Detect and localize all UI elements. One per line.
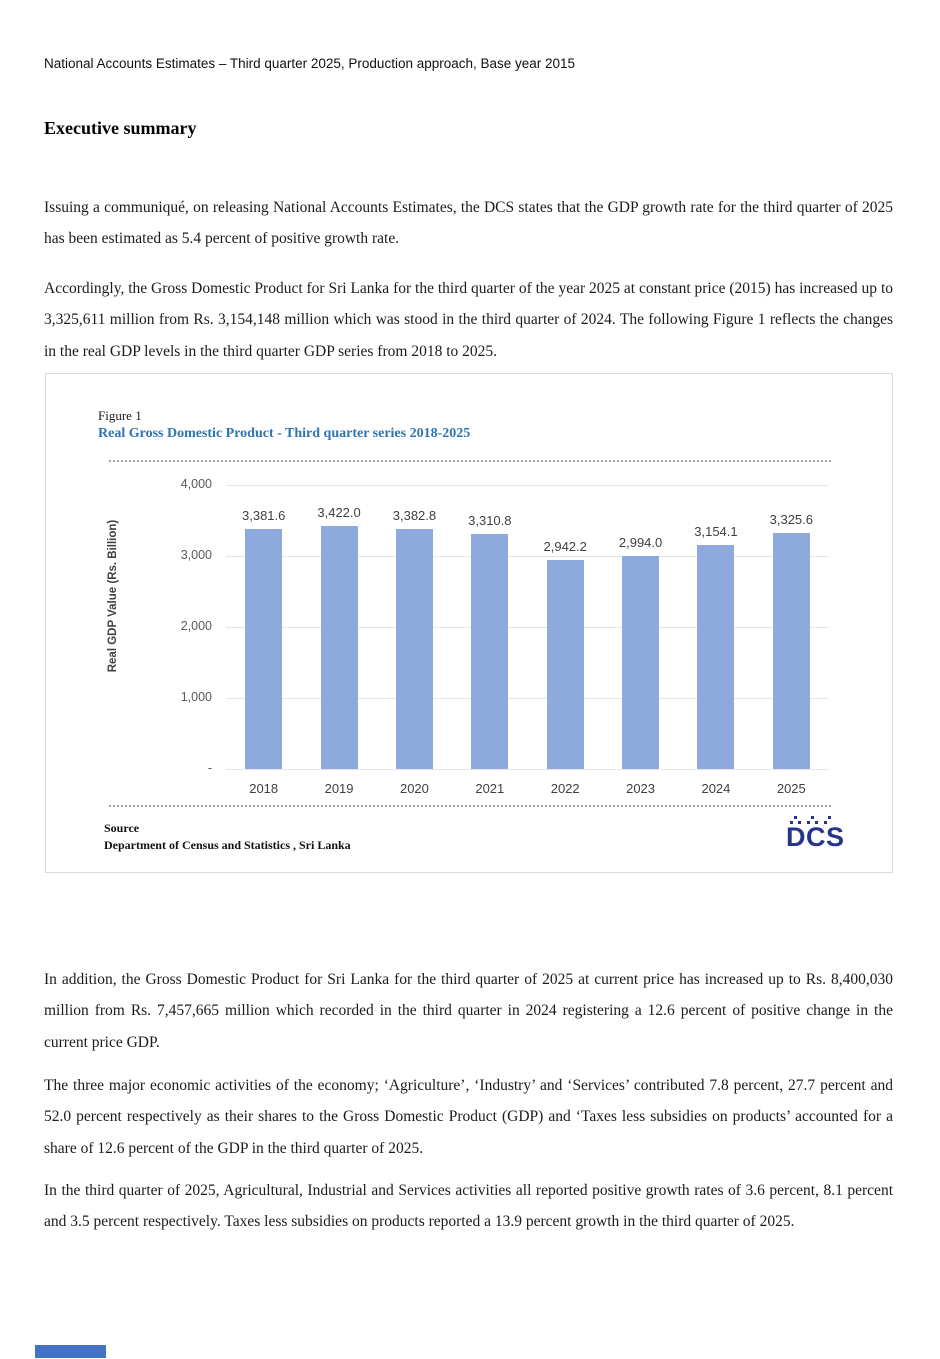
dcs-logo-text: DCS bbox=[786, 822, 845, 852]
paragraph-growth-rate: Issuing a communiqué, on releasing National Accounts Estimates, the DCS states that the GDP growth rate for the third quarter of 2025 has been estimated as 5.4 percent of positive growth rate. bbox=[44, 198, 893, 247]
x-tick-label: 2021 bbox=[475, 781, 505, 796]
dcs-logo-dots-icon bbox=[790, 814, 793, 817]
paragraph-sector-shares: The three major economic activities of the economy; ‘Agriculture’, ‘Industry’ and ‘Services’ contributed 7.8 percent, 27.7 percent and 52.0 percent respectively as their shares to the Gross Domestic Product (GDP) and ‘Taxes less subsidies on products’ accounted for a share of 12.6 percent of the GDP in the third quarter of 2025. bbox=[44, 1076, 893, 1157]
section-title: Executive summary bbox=[44, 118, 197, 138]
bar-2020 bbox=[396, 529, 433, 769]
source-text: Department of Census and Statistics , Sri Lanka bbox=[104, 838, 351, 852]
x-tick-label: 2023 bbox=[626, 781, 656, 796]
dotted-divider-bottom bbox=[109, 805, 831, 807]
x-tick-label: 2020 bbox=[399, 781, 429, 796]
gridline bbox=[226, 627, 829, 628]
gridline bbox=[226, 485, 829, 486]
bar-value-label: 2,942.2 bbox=[543, 539, 587, 555]
running-header: National Accounts Estimates – Third quarter 2025, Production approach, Base year 2015 bbox=[44, 56, 576, 71]
figure-1-panel bbox=[45, 373, 893, 873]
x-tick-label: 2022 bbox=[550, 781, 580, 796]
x-tick-label: 2019 bbox=[324, 781, 354, 796]
y-tick-label: - bbox=[207, 761, 212, 775]
x-tick-label: 2025 bbox=[776, 781, 806, 796]
gridline bbox=[226, 698, 829, 699]
x-tick-label: 2018 bbox=[249, 781, 279, 796]
bar-value-label: 3,382.8 bbox=[392, 507, 437, 523]
bar-value-label: 3,325.6 bbox=[769, 511, 813, 527]
bar-2019 bbox=[321, 526, 358, 769]
bar-2023 bbox=[622, 556, 659, 769]
footer-accent-bar bbox=[35, 1345, 106, 1358]
bar-value-label: 2,994.0 bbox=[618, 535, 663, 551]
y-tick-label: 2,000 bbox=[180, 619, 212, 633]
paragraph-current-price: In addition, the Gross Domestic Product for Sri Lanka for the third quarter of 2025 at current price has increased up to Rs. 8,400,030 million from Rs. 7,457,665 million which recorded in the third quarter in 2024 registering a 12.6 percent of positive change in the current price GDP. bbox=[44, 970, 893, 1051]
figure-label: Figure 1 bbox=[98, 408, 142, 423]
gridline bbox=[226, 769, 829, 770]
source-label: Source bbox=[104, 821, 140, 835]
bar-value-label: 3,154.1 bbox=[694, 524, 738, 540]
paragraph-sector-growth: In the third quarter of 2025, Agricultural, Industrial and Services activities all reported positive growth rates of 3.6 percent, 8.1 percent and 3.5 percent respectively. Taxes less subsidies on products reported a 13.9 percent growth in the third quarter of 2025. bbox=[44, 1181, 893, 1230]
x-tick-label: 2024 bbox=[701, 781, 731, 796]
bar-value-label: 3,310.8 bbox=[468, 512, 512, 528]
bar-2018 bbox=[245, 529, 282, 769]
dcs-logo bbox=[786, 814, 856, 858]
y-tick-label: 3,000 bbox=[180, 548, 212, 562]
bar-2021 bbox=[471, 534, 508, 769]
y-tick-label: 1,000 bbox=[180, 690, 212, 704]
bar-2025 bbox=[773, 533, 810, 769]
gdp-bar-chart bbox=[46, 374, 892, 872]
bar-2022 bbox=[547, 560, 584, 769]
bar-value-label: 3,381.6 bbox=[242, 507, 286, 523]
paragraph-constant-price: Accordingly, the Gross Domestic Product for Sri Lanka for the third quarter of the year 2025 at constant price (2015) has increased up to 3,325,611 million from Rs. 3,154,148 million which was stood in the third quarter of 2024. The following Figure 1 reflects the changes in the real GDP levels in the third quarter GDP series from 2018 to 2025. bbox=[44, 279, 893, 360]
bar-2024 bbox=[697, 545, 734, 769]
y-tick-label: 4,000 bbox=[180, 477, 212, 491]
gridline bbox=[226, 556, 829, 557]
y-axis-title: Real GDP Value (Rs. Billion) bbox=[107, 519, 119, 673]
bar-value-label: 3,422.0 bbox=[317, 505, 361, 521]
figure-title: Real Gross Domestic Product - Third quarter series 2018-2025 bbox=[98, 426, 471, 441]
